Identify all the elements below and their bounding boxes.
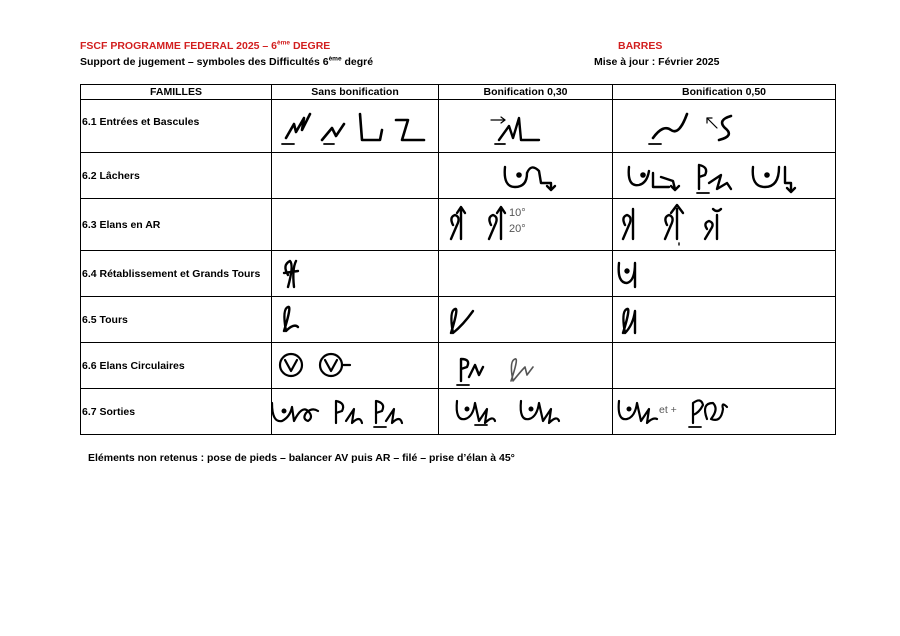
circular-swing-bonus-symbols-icon [439,343,612,388]
symbols-bonus-050 [613,251,836,297]
col-header-bonus-030: Bonification 0,30 [439,85,613,100]
symbols-no-bonus [272,251,439,297]
symbols-bonus-050 [613,297,836,343]
col-header-families: FAMILLES [81,85,272,100]
family-label: 6.1 Entrées et Bascules [81,100,272,153]
program-title: FSCF PROGRAMME FEDERAL 2025 – 6ème DEGRE [80,39,331,52]
table-row [81,251,836,297]
symbols-bonus-050 [613,100,836,153]
apparatus-title: BARRES [618,40,663,52]
table-row [81,100,836,153]
dismount-bonus-050-symbols-icon [613,389,835,434]
angle-annotation-20: 20° [509,223,526,235]
entry-symbols-icon [272,100,438,152]
family-label: 6.7 Sorties [81,389,272,435]
symbols-bonus-030 [439,199,613,251]
symbols-no-bonus [272,100,439,153]
table-row [81,343,836,389]
giant-symbol-icon [613,251,835,296]
symbols-bonus-030 [439,297,613,343]
symbols-bonus-030 [439,343,613,389]
update-date: Mise à jour : Février 2025 [594,56,720,68]
symbols-bonus-030 [439,153,613,199]
table-header-row [81,85,836,100]
angle-annotation-10: 10° [509,207,526,219]
family-label: 6.2 Lâchers [81,153,272,199]
family-label: 6.4 Rétablissement et Grands Tours [81,251,272,297]
symbols-no-bonus [272,297,439,343]
family-label: 6.6 Elans Circulaires [81,343,272,389]
symbols-bonus-050 [613,153,836,199]
difficulty-symbols-table [80,84,836,435]
table-row [81,153,836,199]
table-row [81,389,836,435]
release-bonus-symbols-icon [613,153,835,198]
symbols-no-bonus [272,199,439,251]
symbols-bonus-050 [613,199,836,251]
entry-bonus-050-symbols-icon [613,100,835,152]
symbols-no-bonus [272,389,439,435]
symbols-bonus-030 [439,389,613,435]
circle-symbol-icon [272,297,438,342]
excluded-elements-note: Eléments non retenus : pose de pieds – balancer AV puis AR – filé – prise d’élan à 45° [88,452,515,464]
dismount-symbols-icon [272,389,438,434]
table-row [81,199,836,251]
symbols-no-bonus [272,343,439,389]
document-subtitle: Support de jugement – symboles des Difficultés 6ème degré [80,55,374,68]
circle-bonus-symbol-icon [439,297,612,342]
table-row [81,297,836,343]
family-label: 6.5 Tours [81,297,272,343]
symbols-no-bonus [272,153,439,199]
family-label: 6.3 Elans en AR [81,199,272,251]
entry-bonus-symbols-icon [439,100,612,152]
release-symbol-icon [439,153,612,198]
symbols-bonus-050 [613,343,836,389]
back-swing-bonus-symbols-icon [613,199,835,250]
circle-bonus-050-symbol-icon [613,297,835,342]
circular-swing-symbols-icon [272,343,438,388]
dismount-bonus-symbols-icon [439,389,612,434]
symbols-bonus-050 [613,389,836,435]
symbols-bonus-030 [439,251,613,297]
and-more-annotation: et + [659,404,677,416]
col-header-no-bonus: Sans bonification [272,85,439,100]
kip-symbol-icon [272,251,438,296]
symbols-bonus-030 [439,100,613,153]
col-header-bonus-050: Bonification 0,50 [613,85,836,100]
